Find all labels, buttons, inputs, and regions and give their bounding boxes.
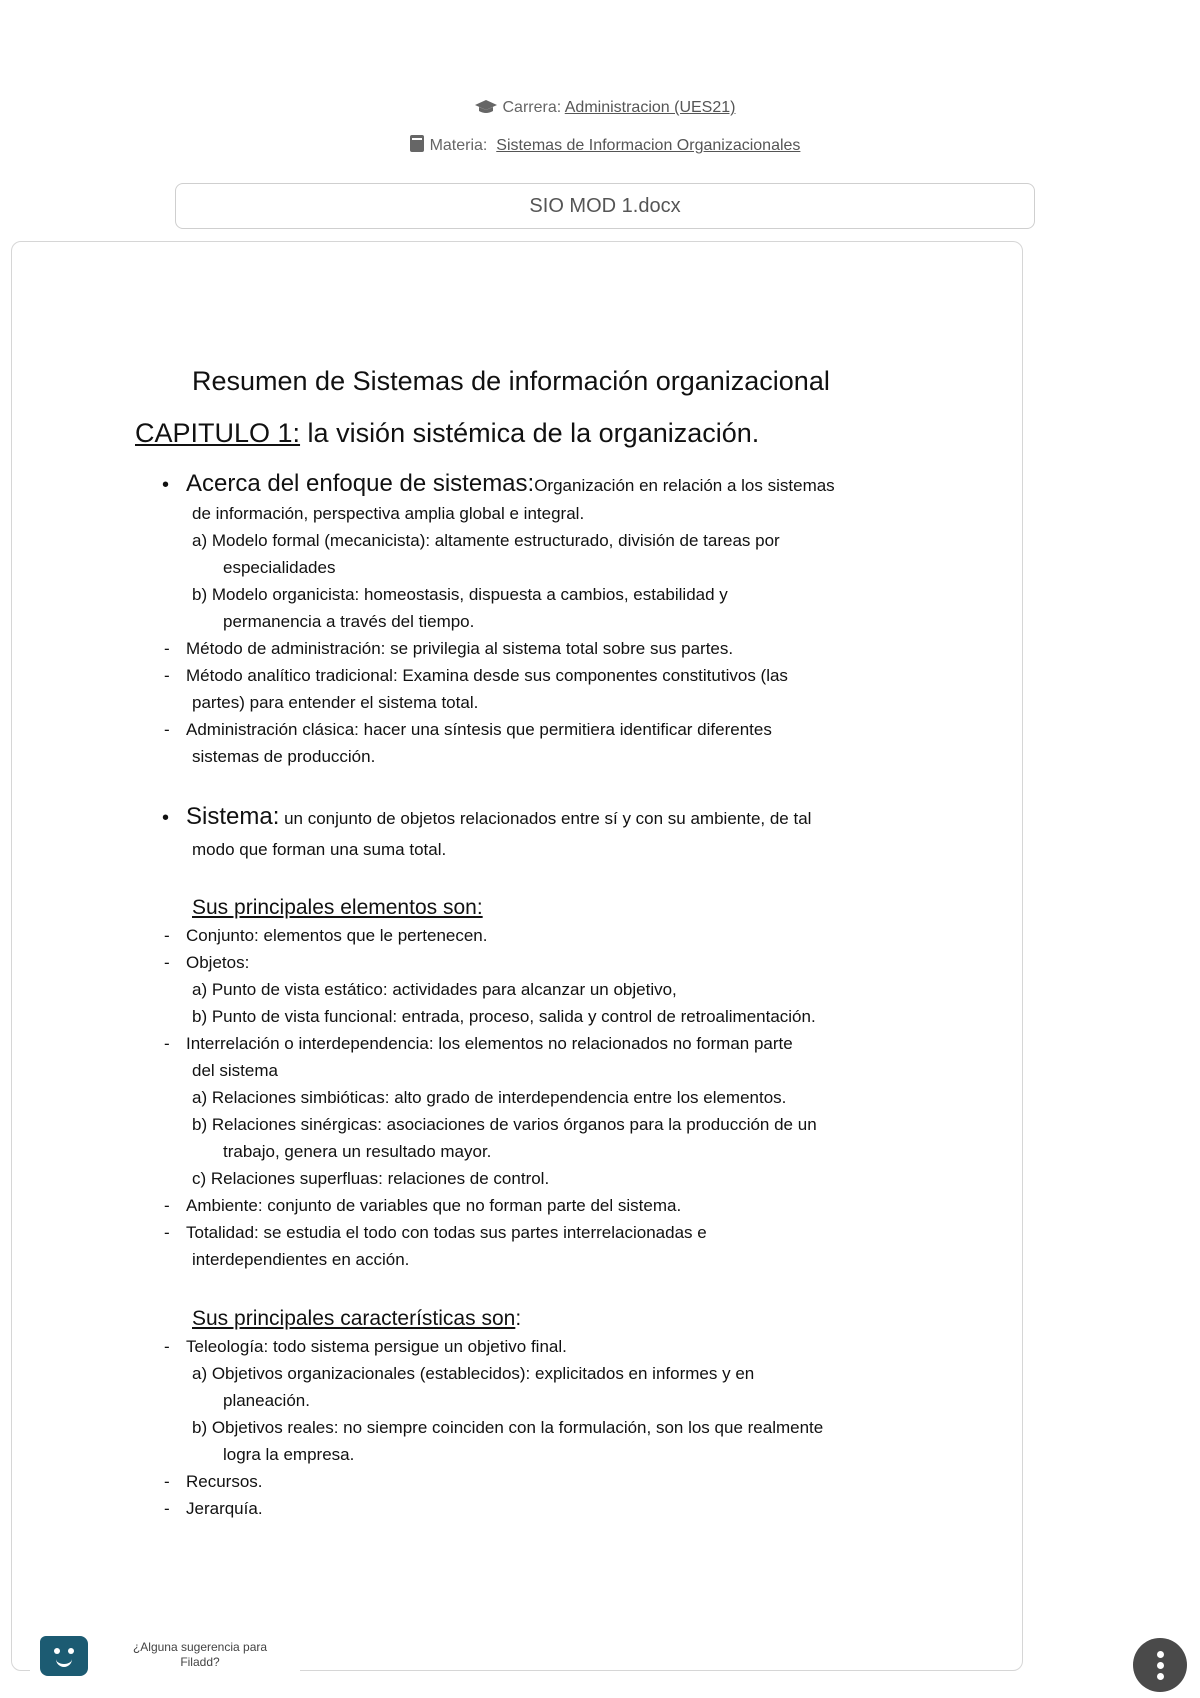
graduation-cap-icon bbox=[475, 100, 497, 119]
dash-marker: - bbox=[164, 639, 170, 658]
doc-line: Interrelación o interdependencia: los elementos no relacionados no forman parte bbox=[186, 1034, 793, 1053]
dash-marker: - bbox=[164, 1223, 170, 1242]
doc-line: Administración clásica: hacer una síntesis que permitiera identificar diferentes bbox=[186, 720, 772, 739]
characteristics-heading bbox=[192, 1305, 521, 1332]
feedback-text[interactable]: ¿Alguna sugerencia para Filadd? bbox=[132, 1640, 268, 1669]
doc-line: partes) para entender el sistema total. bbox=[192, 693, 479, 712]
doc-line: interdependientes en acción. bbox=[192, 1250, 410, 1269]
doc-line: a) Modelo formal (mecanicista): altamente estructurado, división de tareas por bbox=[192, 531, 780, 550]
dash-marker: - bbox=[164, 720, 170, 739]
doc-line: del sistema bbox=[192, 1061, 278, 1080]
bullet-sistema-rest: un conjunto de objetos relacionados entre sí y con su ambiente, de tal bbox=[279, 809, 812, 828]
doc-line: Totalidad: se estudia el todo con todas sus partes interrelacionadas e bbox=[186, 1223, 707, 1242]
doc-line: de información, perspectiva amplia global e integral. bbox=[192, 504, 585, 523]
doc-line: modo que forman una suma total. bbox=[192, 840, 447, 859]
bullet-marker: • bbox=[162, 807, 170, 829]
file-name: SIO MOD 1.docx bbox=[529, 195, 681, 217]
more-dot bbox=[1157, 1651, 1164, 1658]
feedback-face-eye bbox=[68, 1648, 74, 1654]
materia-label: Materia: bbox=[429, 137, 488, 154]
dash-marker: - bbox=[164, 1337, 170, 1356]
doc-line: Método analítico tradicional: Examina desde sus componentes constitutivos (las bbox=[186, 666, 788, 685]
more-dot bbox=[1157, 1673, 1164, 1680]
characteristics-heading-text: Sus principales características son bbox=[192, 1307, 516, 1330]
chapter-text: la visión sistémica de la organización. bbox=[300, 418, 760, 448]
doc-line: a) Relaciones simbióticas: alto grado de interdependencia entre los elementos. bbox=[192, 1088, 787, 1107]
book-icon bbox=[410, 135, 424, 157]
bullet-sistema-head: Sistema: bbox=[186, 803, 280, 830]
file-name-box[interactable] bbox=[175, 183, 1035, 229]
chapter-label: CAPITULO 1: bbox=[135, 418, 301, 448]
dash-marker: - bbox=[164, 926, 170, 945]
doc-line: Conjunto: elementos que le pertenecen. bbox=[186, 926, 488, 945]
doc-line: especialidades bbox=[223, 558, 336, 577]
doc-line: b) Objetivos reales: no siempre coinciden con la formulación, son los que realmente bbox=[192, 1418, 824, 1437]
dash-marker: - bbox=[164, 953, 170, 972]
doc-line: b) Modelo organicista: homeostasis, dispuesta a cambios, estabilidad y bbox=[192, 585, 728, 604]
bullet-marker: • bbox=[162, 474, 170, 496]
materia-row bbox=[0, 135, 1200, 157]
doc-line: sistemas de producción. bbox=[192, 747, 376, 766]
doc-line: c) Relaciones superfluas: relaciones de control. bbox=[192, 1169, 550, 1188]
bullet-enfoque bbox=[186, 470, 835, 499]
feedback-face-eye bbox=[54, 1648, 60, 1654]
dash-marker: - bbox=[164, 1196, 170, 1215]
doc-line: trabajo, genera un resultado mayor. bbox=[223, 1142, 492, 1161]
characteristics-colon: : bbox=[515, 1307, 522, 1330]
doc-line: a) Objetivos organizacionales (establecidos): explicitados en informes y en bbox=[192, 1364, 755, 1383]
dash-marker: - bbox=[164, 1472, 170, 1491]
doc-line: Jerarquía. bbox=[186, 1499, 263, 1518]
doc-line: Método de administración: se privilegia al sistema total sobre sus partes. bbox=[186, 639, 734, 658]
bullet-enfoque-head: Acerca del enfoque de sistemas: bbox=[186, 470, 535, 497]
doc-line: Teleología: todo sistema persigue un objetivo final. bbox=[186, 1337, 567, 1356]
feedback-face-icon[interactable] bbox=[40, 1636, 88, 1676]
feedback-widget[interactable] bbox=[30, 1636, 300, 1694]
dash-marker: - bbox=[164, 666, 170, 685]
dash-marker: - bbox=[164, 1499, 170, 1518]
materia-link[interactable]: Sistemas de Informacion Organizacionales bbox=[496, 137, 801, 154]
document-title: Resumen de Sistemas de información organizacional bbox=[192, 366, 830, 396]
chapter-heading bbox=[135, 416, 759, 450]
elements-heading: Sus principales elementos son: bbox=[192, 896, 483, 919]
more-dot bbox=[1157, 1662, 1164, 1669]
dash-marker: - bbox=[164, 1034, 170, 1053]
doc-line: a) Punto de vista estático: actividades para alcanzar un objetivo, bbox=[192, 980, 677, 999]
bullet-enfoque-rest: Organización en relación a los sistemas bbox=[534, 476, 835, 495]
doc-line: Objetos: bbox=[186, 953, 250, 972]
doc-line: logra la empresa. bbox=[223, 1445, 355, 1464]
more-vertical-icon[interactable] bbox=[1133, 1638, 1187, 1692]
carrera-label: Carrera: bbox=[502, 99, 562, 116]
doc-line: permanencia a través del tiempo. bbox=[223, 612, 475, 631]
doc-line: b) Relaciones sinérgicas: asociaciones de varios órganos para la producción de un bbox=[192, 1115, 817, 1134]
document-viewer[interactable] bbox=[11, 241, 1023, 1671]
doc-line: b) Punto de vista funcional: entrada, proceso, salida y control de retroalimentación. bbox=[192, 1007, 816, 1026]
doc-line: planeación. bbox=[223, 1391, 310, 1410]
feedback-face-mouth bbox=[56, 1656, 72, 1667]
carrera-link[interactable]: Administracion (UES21) bbox=[564, 99, 736, 116]
bullet-sistema bbox=[186, 803, 811, 832]
doc-line: Ambiente: conjunto de variables que no forman parte del sistema. bbox=[186, 1196, 682, 1215]
doc-line: Recursos. bbox=[186, 1472, 263, 1491]
carrera-row bbox=[0, 99, 1200, 119]
